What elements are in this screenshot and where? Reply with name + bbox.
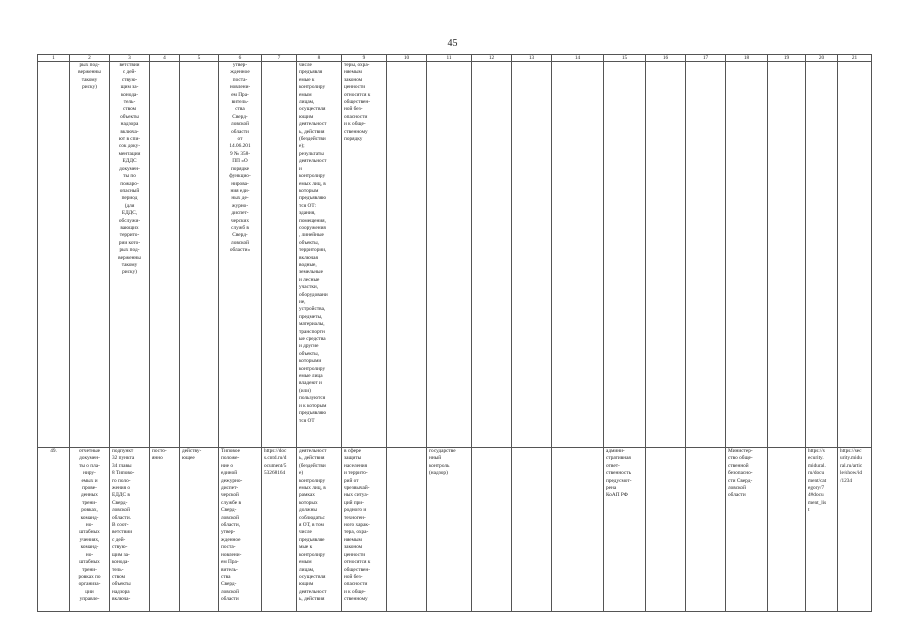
table-cell <box>150 62 180 448</box>
table-cell <box>726 62 768 448</box>
table-cell <box>472 448 512 612</box>
column-number: 3 <box>110 55 150 62</box>
table-cell <box>552 62 604 448</box>
regulation-table <box>37 54 872 612</box>
table-cell <box>806 62 838 448</box>
table-cell <box>180 62 219 448</box>
column-number: 17 <box>686 55 726 62</box>
column-number: 15 <box>604 55 646 62</box>
table-cell <box>387 448 427 612</box>
table-cell <box>646 448 686 612</box>
column-number: 1 <box>38 55 70 62</box>
table-cell: подпункт 32 пункта 34 главы 8 Типово- го поло- жения о ЕДДС в Сверд- ловской области. В соот- ветствии с дей- ствую- щим за- конода- тель- ством объекты надзора включа- <box>110 448 150 612</box>
table-cell: утвер- жденное поста- новлени- ем Пра- витель- ства Сверд- ловской области от 14.06.201 9 № 358- ПП «О порядке функцио- нирова- ния еди- ных де- журно- диспет- черских служб в Сверд- ловской области» <box>219 62 262 448</box>
column-number: 7 <box>262 55 297 62</box>
column-number: 8 <box>297 55 342 62</box>
column-number: 6 <box>219 55 262 62</box>
column-number: 11 <box>427 55 472 62</box>
table-cell <box>768 62 806 448</box>
table-cell: отчетные докумен- ты о пла- ниру- емых и прове- денных трени- ровках, команд- но- штабных учениях, команд- но- штабных трени- ровках по организа- ции управле- <box>70 448 110 612</box>
table-cell <box>646 62 686 448</box>
table-cell <box>38 62 70 448</box>
link-cell[interactable]: https://s ecurity. midural. ru/docu ment/cat egory/7 4#docu ment_lis t <box>806 448 838 612</box>
table-cell: числе предъявля емые к контролиру емым лицам, осуществля ющим деятельност ь, действия (бездействи е); результаты деятельност и контролиру емых лиц, в которым предъявляю тся ОТ: здания, помещения, сооружения , линейные объекты, территории, включая водные, земельные и лесные участки, оборудовани ие, устройства, предметы, материалы, транспортн ые средства и другие объекты, которыми контролиру емые лица владеют и (или) пользуются и к которым предъявляю тся ОТ <box>297 62 342 448</box>
table-cell <box>838 62 872 448</box>
table-cell: в сфере защиты населения и террито- рий от чрезвычай- ных ситуа- ций при- родного и техноген- ного харак- тера, охра- няемым законом ценности относятся к обществен- ной без- опасности и к обще- ственному <box>342 448 387 612</box>
table-cell: деятельност ь, действия (бездействи е) контролиру емых лиц, в рамках которых должны соблюдатьс я ОТ, в том числе предъявляе мые к контролиру емым лицам, осуществля ющим деятельност ь, действия <box>297 448 342 612</box>
column-number: 16 <box>646 55 686 62</box>
column-number: 9 <box>342 55 387 62</box>
column-number: 21 <box>838 55 872 62</box>
table-cell: админи- стративная ответ- ственность предусмот- рена КоАП РФ <box>604 448 646 612</box>
column-number: 13 <box>512 55 552 62</box>
column-number: 10 <box>387 55 427 62</box>
table-cell <box>768 448 806 612</box>
table-row-49 <box>38 448 872 612</box>
table-cell: теры, охра- няемым законом ценности относятся к обществен- ной без- опасности и к обще- ственному порядку <box>342 62 387 448</box>
table-cell <box>472 62 512 448</box>
table-cell: ветствии с дей- ствую- щим за- конода- тель- ством объекты надзора включа- ют в спи- сок доку- ментации ЕДДС докумен- ты по пожаро- опасный период (для ЕДДС, обслужи- вающих террито- рии кото- рых под- верженны такому риску) <box>110 62 150 448</box>
table-cell <box>686 62 726 448</box>
column-number: 14 <box>552 55 604 62</box>
row-number: 49. <box>38 448 70 612</box>
table-cell: Типовое положе- ние о единой дежурно- диспет- черской службе в Сверд- ловской области, утвер- жденное поста- новлени- ем Пра- витель- ства Сверд- ловской области <box>219 448 262 612</box>
table-row-continued <box>38 62 872 448</box>
table-cell: действу- ющее <box>180 448 219 612</box>
table-cell: государстве нный контроль (надзор) <box>427 448 472 612</box>
table-cell <box>604 62 646 448</box>
column-number: 18 <box>726 55 768 62</box>
column-number: 2 <box>70 55 110 62</box>
column-number: 5 <box>180 55 219 62</box>
table-cell: посто- янно <box>150 448 180 612</box>
column-number-row <box>38 55 872 62</box>
table-cell: Министер- ство обще- ственной безопасно- сти Сверд- ловской области <box>726 448 768 612</box>
table-cell <box>512 62 552 448</box>
table-cell <box>512 448 552 612</box>
table-cell: рых под- верженны такому риску) <box>70 62 110 448</box>
column-number: 4 <box>150 55 180 62</box>
link-cell[interactable]: https://sec urity.midu ral.ru/artic le/show/id /1234 <box>838 448 872 612</box>
page-number: 45 <box>447 38 458 49</box>
table-cell <box>387 62 427 448</box>
column-number: 12 <box>472 55 512 62</box>
link-cell[interactable]: https://doc s.cntd.ru/d ocument/5 53268164 <box>262 448 297 612</box>
table-cell <box>686 448 726 612</box>
column-number: 20 <box>806 55 838 62</box>
table-cell <box>552 448 604 612</box>
table-cell <box>427 62 472 448</box>
column-number: 19 <box>768 55 806 62</box>
table-cell <box>262 62 297 448</box>
